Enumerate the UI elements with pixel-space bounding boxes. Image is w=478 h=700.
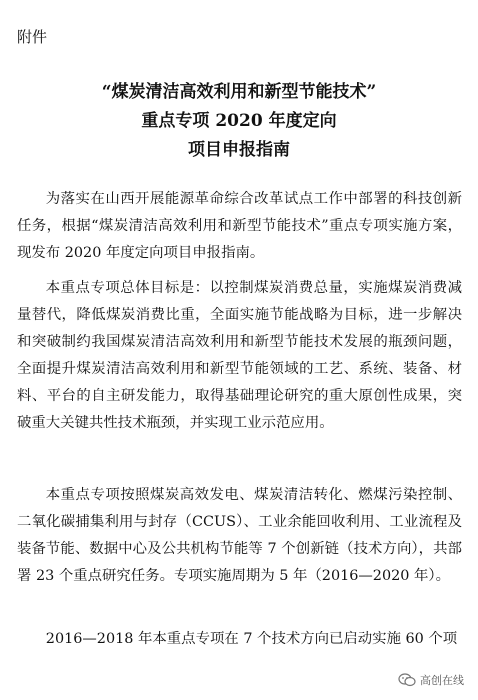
title-line-2: 重点专项 2020 年度定向 bbox=[141, 111, 337, 131]
paragraph: 本重点专项按照煤炭高效发电、煤炭清洁转化、燃煤污染控制、二氧化碳捕集利用与封存（CCUS）、工业余能回收利用、工业流程及装备节能、数据中心及公共机构节能等 7 个创新链（技术方向），共部署 23 个重点研究任务。专项实施周期为 5 年（2016—2020 年）。 bbox=[17, 487, 462, 584]
title-line-3: 项目申报指南 bbox=[188, 140, 290, 160]
title-line-1: “煤炭清洁高效利用和新型节能技术” bbox=[101, 82, 377, 102]
paragraph: 为落实在山西开展能源革命综合改革试点工作中部署的科技创新任务，根据“煤炭清洁高效利用和新型节能技术”重点专项实施方案，现发布 2020 年度定向项目申报指南。 bbox=[17, 191, 462, 261]
attachment-label: 附件 bbox=[17, 28, 48, 46]
watermark-text: 高创在线 bbox=[420, 674, 464, 687]
paragraph: 本重点专项总体目标是：以控制煤炭消费总量，实施煤炭消费减量替代，降低煤炭消费比重，全面实施节能战略为目标，进一步解决和突破制约我国煤炭清洁高效利用和新型节能技术发展的瓶颈问题，全面提升煤炭清洁高效利用和新型节能领域的工艺、系统、装备、材料、平台的自主研发能力，取得基础理论研究的重大原创性成果，突破重大关键共性技术瓶颈，并实现工业示范应用。 bbox=[17, 280, 462, 431]
watermark bbox=[398, 672, 464, 688]
wechat-icon bbox=[398, 673, 416, 687]
paragraph: 2016—2018 年本重点专项在 7 个技术方向已启动实施 60 个项 bbox=[45, 631, 458, 647]
